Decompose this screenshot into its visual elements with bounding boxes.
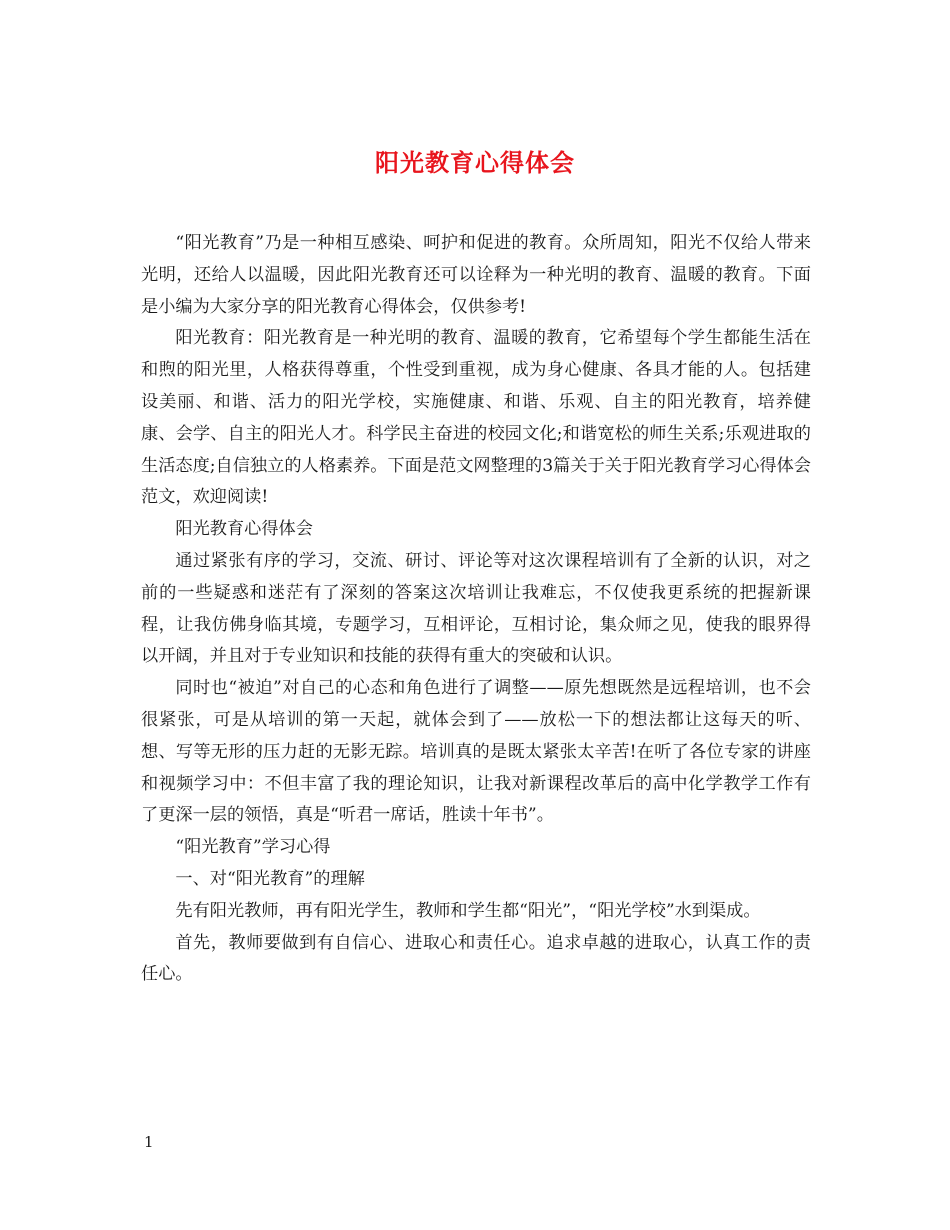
paragraph: 首先，教师要做到有自信心、进取心和责任心。追求卓越的进取心，认真工作的责任心。 xyxy=(141,932,811,985)
paragraph: 同时也“被迫”对自己的心态和角色进行了调整——原先想既然是远程培训，也不会很紧张，可是从培训的第一天起，就体会到了——放松一下的想法都让这每天的听、想、写等无形的压力赶的无影无踪。培训真的是既太紧张太辛苦!在听了各位专家的讲座和视频学习中：不但丰富了我的理论知识，让我对新课程改革后的高中化学教学工作有了更深一层的领悟，真是“听君一席话，胜读十年书”。 xyxy=(141,678,811,826)
paragraph: 通过紧张有序的学习，交流、研讨、评论等对这次课程培训有了全新的认识，对之前的一些疑惑和迷茫有了深刻的答案这次培训让我难忘，不仅使我更系统的把握新课程，让我仿佛身临其境，专题学习，互相评论，互相讨论，集众师之见，使我的眼界得以开阔，并且对于专业知识和技能的获得有重大的突破和认识。 xyxy=(141,550,811,667)
paragraph: 先有阳光教师，再有阳光学生，教师和学生都“阳光”，“阳光学校”水到渠成。 xyxy=(175,900,761,921)
subsection-heading: 一、对“阳光教育”的理解 xyxy=(175,868,365,889)
paragraph: “阳光教育”乃是一种相互感染、呵护和促进的教育。众所周知，阳光不仅给人带来光明，还给人以温暖，因此阳光教育还可以诠释为一种光明的教育、温暖的教育。下面是小编为大家分享的阳光教育心得体会，仅供参考! xyxy=(141,233,811,317)
document-body xyxy=(141,228,811,991)
paragraph: 阳光教育：阳光教育是一种光明的教育、温暖的教育，它希望每个学生都能生活在和煦的阳光里，人格获得尊重，个性受到重视，成为身心健康、各具才能的人。包括建设美丽、和谐、活力的阳光学校，实施健康、和谐、乐观、自主的阳光教育，培养健康、会学、自主的阳光人才。科学民主奋进的校园文化;和谐宽松的师生关系;乐观进取的生活态度;自信独立的人格素养。下面是范文网整理的3篇关于关于阳光教育学习心得体会范文，欢迎阅读! xyxy=(141,328,811,508)
section-heading: “阳光教育”学习心得 xyxy=(175,837,331,858)
page-number: 1 xyxy=(144,1133,154,1151)
document-title: 阳光教育心得体会 xyxy=(375,148,575,178)
section-heading: 阳光教育心得体会 xyxy=(175,519,313,540)
